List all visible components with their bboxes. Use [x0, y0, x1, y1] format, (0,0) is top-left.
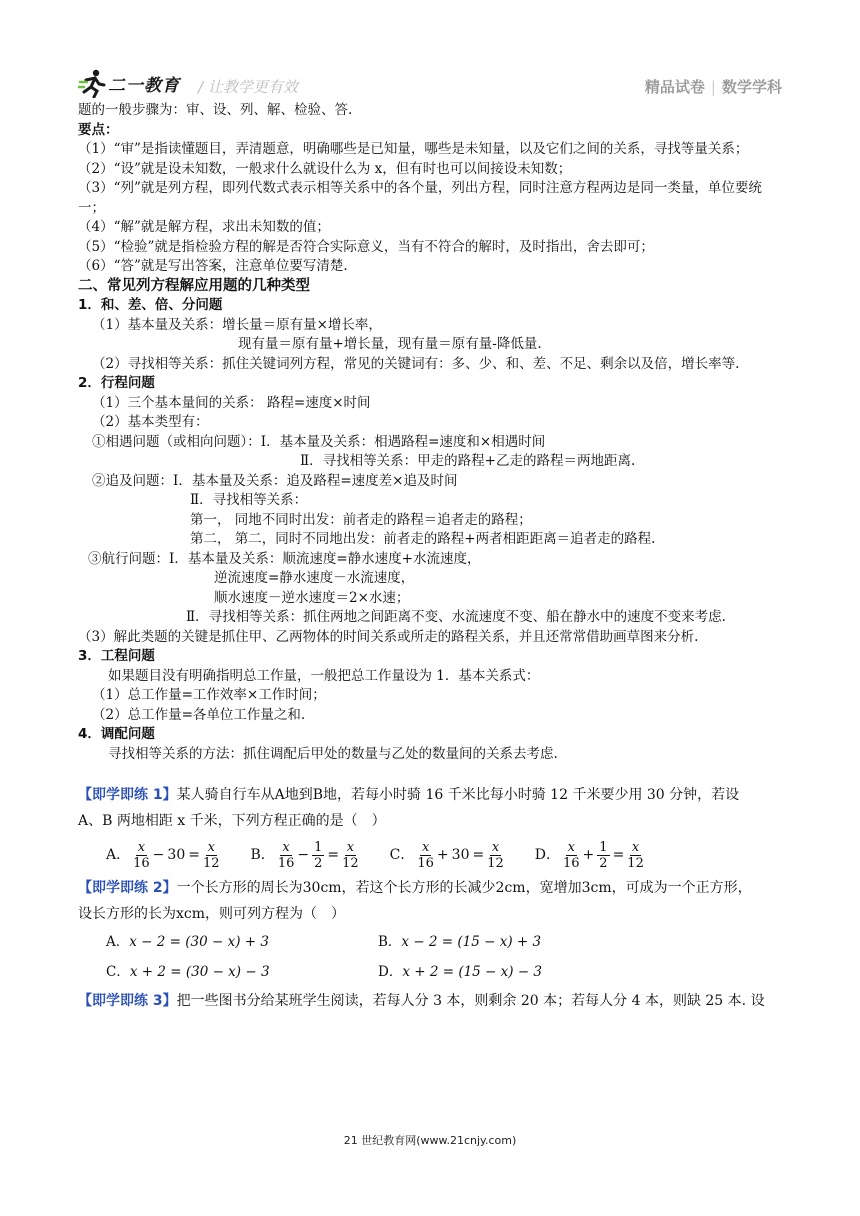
option-a[interactable]	[106, 933, 378, 953]
numerator: x	[491, 840, 500, 855]
equals-sign: =	[188, 846, 200, 863]
option-equation: x + 2 = (15 − x) − 3	[402, 963, 543, 980]
subsection-heading: 4．调配问题	[78, 726, 155, 742]
numerator: 1	[599, 840, 608, 855]
option-a[interactable]	[106, 840, 223, 871]
numerator: x	[421, 840, 430, 855]
header-right	[645, 76, 782, 97]
slogan: / 让教学更有效	[198, 78, 298, 96]
subsection-heading: 2．行程问题	[78, 375, 155, 391]
exercise-2-line: 设长方形的长为xcm，则可列方程为（ ）	[78, 906, 346, 922]
page-footer: 21 世纪教育网(www.21cnjy.com)	[343, 1134, 517, 1147]
header-label-exam: 精品试卷	[644, 78, 705, 96]
numerator: x	[567, 840, 575, 855]
option-d[interactable]	[378, 963, 678, 983]
exercise-1-line: A、B 两地相距 x 千米，下列方程正确的是（ ）	[78, 813, 386, 829]
option-label: D．	[534, 846, 560, 863]
text-line: （2）“设”就是设未知数，一般求什么就设什么为 x，但有时也可以间接设未知数；	[78, 160, 572, 177]
numerator: x	[207, 840, 215, 855]
denominator: 16	[563, 856, 580, 871]
operator-plus: +	[436, 846, 449, 863]
option-b[interactable]	[251, 840, 362, 871]
page-header	[78, 68, 782, 100]
text-line: 寻找相等关系的方法：抓住调配后甲处的数量与乙处的数量间的关系去考虑.	[108, 745, 558, 762]
numerator: x	[282, 840, 290, 855]
exercise-text: 某人骑自行车从A地到B地，若每小时骑 16 千米比每小时骑 12 千米要少用 30 分钟，若设	[176, 787, 740, 803]
fraction	[627, 840, 644, 871]
numerator: 1	[314, 840, 323, 855]
logo	[78, 68, 218, 98]
option-label: B．	[250, 846, 275, 863]
option-b[interactable]	[378, 933, 678, 953]
denominator: 2	[314, 856, 323, 871]
text-line: 现有量＝原有量+增长量，现有量＝原有量-降低量.	[238, 336, 542, 352]
text-line: 第二， 第二，同时不同地出发：前者走的路程+两者相距距离＝追者走的路程.	[190, 531, 656, 547]
text-line: （1）总工作量=工作效率×工作时间；	[92, 687, 326, 703]
number-30: 30	[167, 846, 186, 863]
denominator: 12	[342, 856, 359, 871]
document-body	[78, 101, 784, 1014]
text-line: （2）总工作量=各单位工作量之和.	[92, 706, 306, 723]
text-line: （3）解此类题的关键是抓住甲、乙两物体的时间关系或所走的路程关系，并且还常常借助画草图来分析.	[78, 628, 699, 645]
denominator: 16	[133, 856, 150, 871]
text-line: （3）“列”就是列方程，即列代数式表示相等关系中的各个量，列出方程，同时注意方程两边是同一类量，单位要统一；	[78, 180, 762, 216]
fraction	[278, 840, 295, 871]
text-line: （4）“解”就是解方程，求出未知数的值；	[78, 219, 330, 235]
option-c[interactable]	[390, 840, 507, 871]
text-line: Ⅱ．寻找相等关系：甲走的路程+乙走的路程＝两地距离.	[300, 453, 636, 469]
exercise-text: 一个长方形的周长为30cm，若这个长方形的长减少2cm，宽增加3cm，可成为一个正方形，	[176, 880, 752, 896]
text-line: 题的一般步骤为：审、设、列、解、检验、答.	[78, 102, 353, 118]
fraction	[563, 840, 580, 871]
text-line: 逆流速度=静水速度－水流速度，	[214, 570, 415, 586]
exercise-tag: 【即学即练 1】	[78, 787, 177, 803]
exercise-text: 把一些图书分给某班学生阅读，若每人分 3 本，则剩余 20 本；若每人分 4 本，则缺 25 本. 设	[176, 993, 765, 1009]
option-label: B．	[378, 934, 402, 950]
text-line: ③航行问题：Ⅰ．基本量及关系：顺流速度=静水速度+水流速度，	[88, 550, 481, 567]
text-line: （1）“审”是指读懂题目，弄清题意，明确哪些是已知量，哪些是未知量，以及它们之间的关系，寻找等量关系；	[78, 141, 749, 157]
operator-minus: −	[152, 846, 165, 863]
equals-sign: =	[612, 846, 625, 863]
text-line: Ⅱ．寻找相等关系：抓住两地之间距离不变、水流速度不变、船在静水中的速度不变来考虑.	[186, 609, 726, 625]
option-d[interactable]	[535, 840, 647, 871]
fraction	[203, 840, 220, 871]
subsection-heading: 1．和、差、倍、分问题	[78, 297, 223, 313]
option-equation: x + 2 = (30 − x) − 3	[129, 963, 270, 980]
denominator: 16	[417, 856, 434, 871]
key-points-heading: 要点：	[78, 121, 119, 138]
option-c[interactable]	[106, 963, 378, 983]
text-line: （6）“答”就是写出答案，注意单位要写清楚.	[78, 258, 348, 274]
text-line: 顺水速度－逆水速度＝2×水速；	[214, 589, 410, 606]
header-label-subject: 数学学科	[721, 78, 782, 96]
text-line: （2）基本类型有：	[92, 414, 209, 430]
text-line: （1）三个基本量间的关系： 路程=速度×时间	[92, 394, 371, 411]
fraction	[133, 840, 150, 871]
option-label: A．	[106, 934, 130, 950]
equals-sign: =	[472, 846, 485, 863]
equals-sign: =	[327, 846, 340, 863]
exercise-tag: 【即学即练 2】	[78, 880, 177, 896]
text-line: ①相遇问题（或相向问题）：Ⅰ．基本量及关系：相遇路程=速度和×相遇时间	[92, 433, 546, 450]
denominator: 12	[487, 856, 504, 871]
option-equation: x − 2 = (15 − x) + 3	[401, 934, 542, 950]
exercise-1-options	[106, 840, 784, 871]
denominator: 12	[627, 856, 644, 871]
denominator: 16	[277, 856, 295, 871]
numerator: x	[137, 840, 146, 855]
subsection-heading: 3．工程问题	[78, 648, 155, 664]
number-30: 30	[451, 846, 470, 863]
fraction	[597, 840, 609, 871]
denominator: 12	[202, 856, 220, 871]
fraction	[487, 840, 504, 871]
text-line: 如果题目没有明确指明总工作量，一般把总工作量设为 1．基本关系式：	[108, 667, 540, 684]
option-label: D．	[378, 963, 403, 980]
runner-logo-icon	[78, 68, 108, 98]
text-line: Ⅱ．寻找相等关系：	[190, 492, 308, 508]
option-equation: x − 2 = (30 − x) + 3	[129, 934, 269, 950]
text-line: （2）寻找相等关系：抓住关键词列方程，常见的关键词有：多、少、和、差、不足、剩余以及倍，增长率等.	[92, 355, 740, 372]
exercise-3-line	[78, 988, 784, 1014]
fraction	[342, 840, 359, 871]
text-line: （5）“检验”就是指检验方程的解是否符合实际意义，当有不符合的解时，及时指出，舍去即可；	[78, 238, 654, 255]
fraction	[417, 840, 434, 871]
fraction	[312, 840, 324, 871]
header-separator: |	[710, 78, 716, 96]
exercise-1-line	[78, 782, 784, 808]
text-line: （1）基本量及关系：增长量＝原有量×增长率，	[92, 316, 382, 333]
numerator: x	[631, 840, 640, 855]
numerator: x	[346, 840, 355, 855]
operator-minus: −	[297, 846, 310, 863]
exercise-2-options	[106, 933, 784, 982]
logo-text: 二一教育	[108, 76, 180, 96]
option-label: A．	[106, 846, 131, 863]
exercise-2-line	[78, 875, 784, 901]
operator-plus: +	[582, 846, 595, 863]
text-line: 第一， 同地不同时出发：前者走的路程＝追者走的路程；	[190, 511, 532, 528]
section-heading: 二、常见列方程解应用题的几种类型	[78, 277, 310, 294]
option-label: C．	[106, 963, 130, 980]
option-label: C．	[389, 846, 415, 863]
text-line: ②追及问题：Ⅰ．基本量及关系：追及路程=速度差×追及时间	[92, 472, 458, 489]
exercise-tag: 【即学即练 3】	[78, 993, 177, 1009]
denominator: 2	[599, 856, 608, 871]
